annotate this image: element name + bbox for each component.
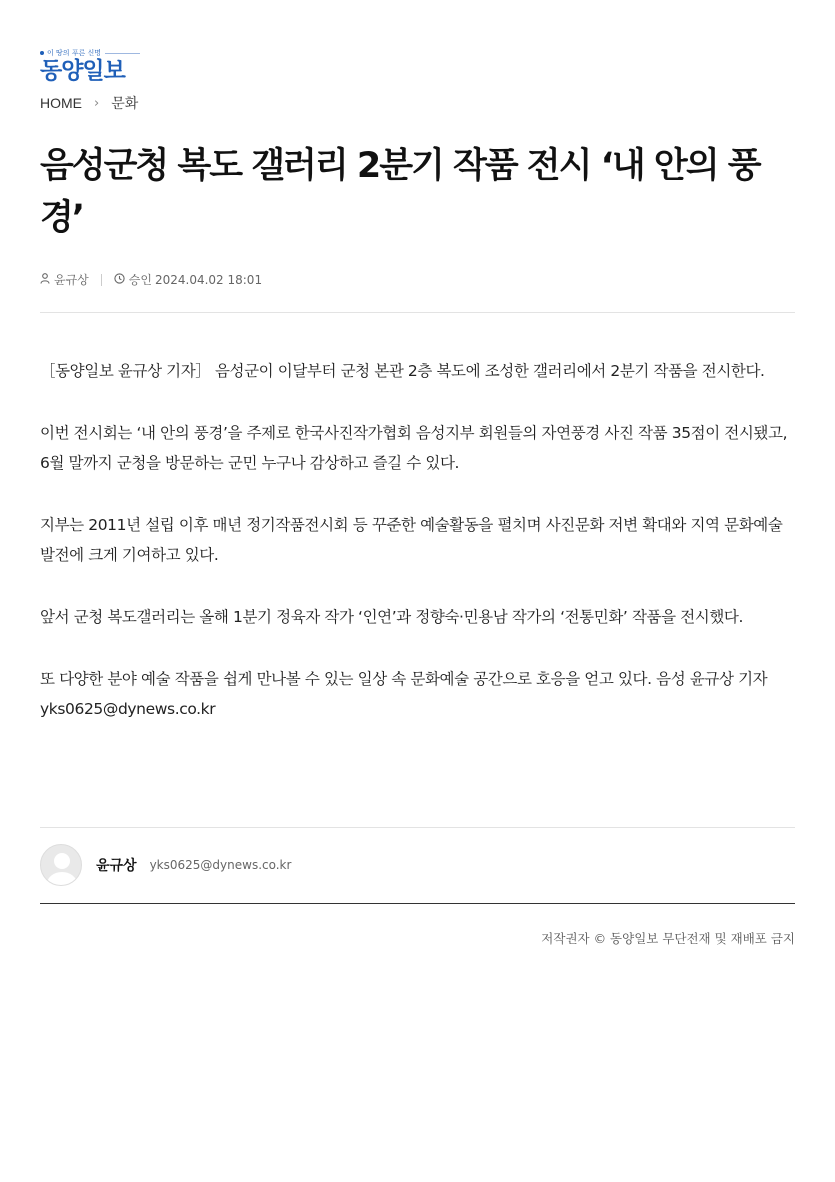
article-paragraph: ［동양일보 윤규상 기자］ 음성군이 이달부터 군청 본관 2층 복도에 조성한 갤러리에서 2분기 작품을 전시한다. (40, 362, 765, 380)
person-icon (40, 273, 50, 287)
logo-tagline: 이 땅의 푸른 신명 (47, 49, 102, 57)
logo-brand: 동양일보 (40, 58, 125, 84)
author-email[interactable]: yks0625@dynews.co.kr (149, 858, 292, 872)
article-author[interactable]: 윤규상 (54, 273, 89, 287)
meta-divider (101, 274, 102, 286)
copyright-notice: 저작권자 © 동양일보 무단전재 및 재배포 금지 (541, 931, 795, 946)
tagline-dot (40, 51, 44, 55)
article-paragraph: 앞서 군청 복도갤러리는 올해 1분기 정육자 작가 ‘인연’과 정향숙·민용남 작가의 ‘전통민화’ 작품을 전시했다. (40, 608, 744, 626)
author-name[interactable]: 윤규상 (96, 858, 137, 874)
clock-icon (114, 273, 125, 287)
site-logo[interactable] (40, 48, 140, 84)
approved-label: 승인 (128, 273, 152, 287)
article-meta (40, 271, 262, 288)
article-paragraph: 지부는 2011년 설립 이후 매년 정기작품전시회 등 꾸준한 예술활동을 펼치며 사진문화 저변 확대와 지역 문화예술 발전에 크게 기여하고 있다. (40, 516, 783, 564)
article-paragraph: 이번 전시회는 ‘내 안의 풍경’을 주제로 한국사진작가협회 음성지부 회원들의 자연풍경 사진 작품 35점이 전시됐고, 6월 말까지 군청을 방문하는 군민 누구나 감상하고 즐길 수 있다. (40, 424, 788, 472)
logo-tagline-row (40, 48, 140, 58)
tagline-line (105, 53, 140, 54)
avatar-shoulders (47, 872, 77, 886)
divider-author (40, 827, 795, 828)
breadcrumb (40, 93, 138, 113)
breadcrumb-home[interactable]: HOME (40, 95, 82, 111)
author-box (40, 844, 291, 886)
article-body (40, 356, 797, 756)
article-paragraph: 또 다양한 분야 예술 작품을 쉽게 만나볼 수 있는 일상 속 문화예술 공간으로 호응을 얻고 있다. 음성 윤규상 기자 yks0625@dynews.co.kr (40, 670, 768, 718)
chevron-right-icon: › (94, 95, 100, 111)
article-title: 음성군청 복도 갤러리 2분기 작품 전시 ‘내 안의 풍경’ (40, 146, 760, 238)
avatar[interactable] (40, 844, 82, 886)
divider-top (40, 312, 795, 313)
breadcrumb-section[interactable]: 문화 (111, 96, 139, 112)
divider-bottom (40, 903, 795, 904)
approved-datetime: 2024.04.02 18:01 (154, 272, 263, 287)
avatar-head (54, 853, 70, 869)
